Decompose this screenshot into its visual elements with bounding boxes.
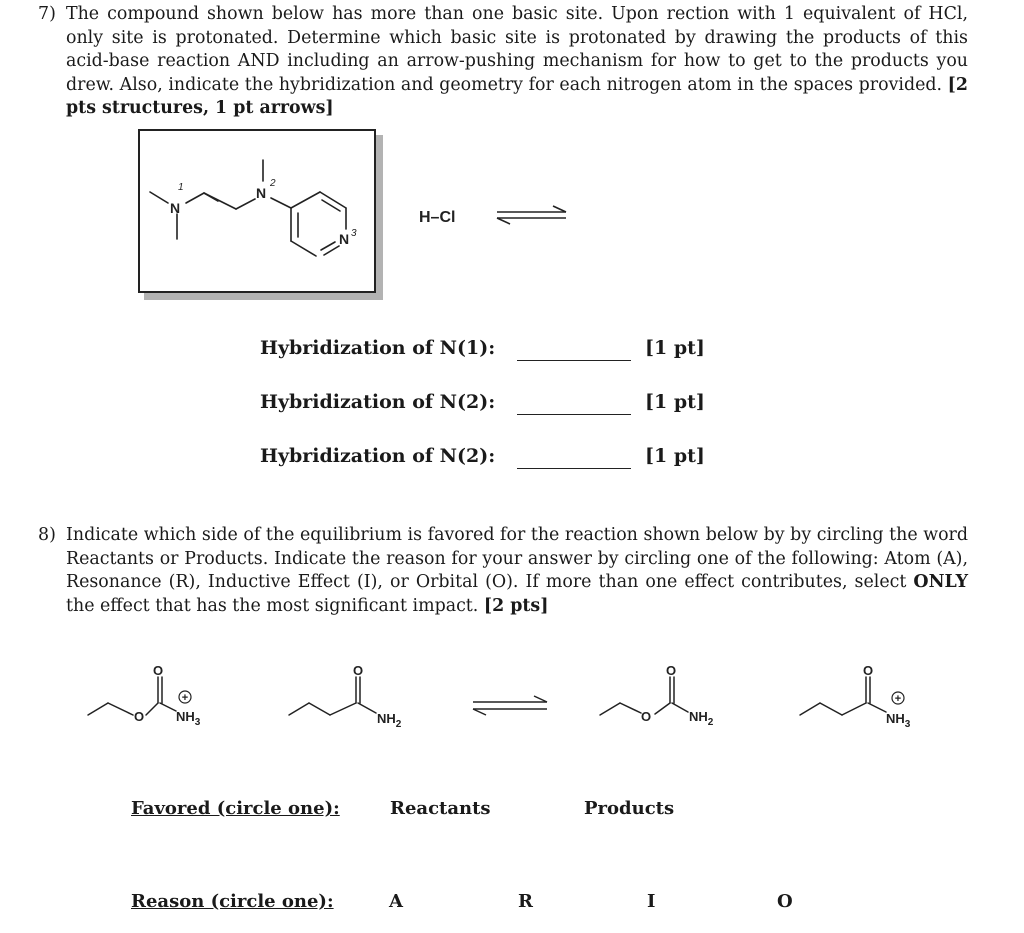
hybridization-n3-blank[interactable] [517,468,631,469]
choice-reactants[interactable]: Reactants [390,798,491,819]
question-8-text-end: the effect that has the most significant impact. [66,595,479,616]
q8-equilibrium-scheme [0,655,1024,755]
hybridization-n3-label: Hybridization of N(2): [260,445,496,467]
mol1-nh: NH [176,709,195,724]
choice-orbital[interactable]: O [777,891,793,912]
mol4-plus-sign: + [894,693,902,705]
hybridization-n1-blank[interactable] [517,360,631,361]
mol4-nh3 [886,711,911,730]
question-7-points: [2 pts structures, 1 pt arrows] [66,74,969,119]
choice-inductive[interactable]: I [647,891,656,912]
question-7-text: The compound shown below has more than one basic site. Upon rection with 1 equivalent of HCl, only site is protonated. Determine which basic site is protonated by drawing the products of this acid-base reaction AND including an arrow-pushing mechanism for how to get to the products you drew. Also, indicate the hybridization and geometry for each nitrogen atom in the spaces provided. [66,4,968,95]
n3-atom: N [339,231,350,247]
equilibrium-arrow-1 [497,206,566,224]
mol1-plus-sign: + [181,692,189,704]
hybridization-n1-label: Hybridization of N(1): [260,337,496,359]
n2-atom: N [256,185,267,201]
hcl-reagent: H–Cl [419,209,456,226]
mol4-sub3: 3 [904,719,911,730]
q7-reaction-scheme [0,0,1024,320]
choice-products[interactable]: Products [584,798,675,819]
hybridization-n2-blank[interactable] [517,414,631,415]
n2-number: 2 [270,178,276,189]
product-amide-ammonium [800,677,886,715]
mol3-nh: NH [689,709,708,724]
mol1-nh3 [176,709,201,728]
hybridization-n2-points: [1 pt] [645,391,705,413]
n1-atom: N [170,200,181,216]
mol2-carbonyl-o: O [353,663,364,678]
favored-label: Favored (circle one): [131,798,340,819]
mol1-carbonyl-o: O [153,663,164,678]
question-7-number: 7) [38,4,56,24]
mol2-nh: NH [377,711,396,726]
mol3-sub2: 2 [707,717,714,728]
reactant-ester-ammonium [88,677,176,715]
mol1-sub3: 3 [194,717,201,728]
equilibrium-arrow-2 [473,696,547,715]
mol3-nh2 [689,709,714,728]
mol4-nh: NH [886,711,905,726]
question-8-text: Indicate which side of the equilibrium is favored for the reaction shown below by by circling the word Reactants or Products. Indicate the reason for your answer by circling one of the following: Atom (A), Resonance (R), Inductive Effect (I), or Orbital (O). If more than one effect contributes, select [66,525,968,593]
mol1-ester-o: O [134,709,145,724]
mol2-sub2: 2 [395,719,402,730]
question-8-points: [2 pts] [483,595,549,616]
hybridization-n1-points: [1 pt] [645,337,705,359]
hybridization-n3-points: [1 pt] [645,445,705,467]
mol3-ester-o: O [641,709,652,724]
question-8-number: 8) [38,525,56,545]
reason-label: Reason (circle one): [131,891,334,912]
mol4-carbonyl-o: O [863,663,874,678]
question-8-emphasis: ONLY [913,572,968,593]
choice-resonance[interactable]: R [518,891,533,912]
mol3-carbonyl-o: O [666,663,677,678]
n3-number: 3 [351,228,357,239]
question-8 [38,524,968,618]
choice-atom[interactable]: A [389,891,403,912]
hybridization-n2-label: Hybridization of N(2): [260,391,496,413]
n1-number: 1 [178,182,184,193]
reactant-amide [289,677,376,715]
mol2-nh2 [377,711,402,730]
